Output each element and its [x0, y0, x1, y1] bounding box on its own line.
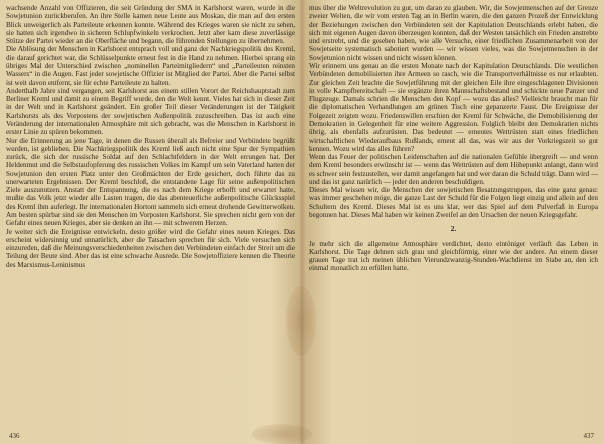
right-page [309, 4, 598, 440]
paragraph: Nur die Erinnerung an jene Tage, in denen die Russen überall als Befreier und Verbündete begrüßt wurden, ist geblieben. Die Nachkriegspolitik des Kreml ließ auch nicht eine Spur der Sympathien zurück, die sich der russische Soldat auf den Schlachtfeldern in der Welt errungen hat. Der Heldenmut und die Selbstaufopferung des russischen Volkes im Kampf um sein Vaterland hatten der Sowjetunion den ersten Platz unter den Großmächten der Erde gesichert, doch führte das zu unerwarteten Ergebnissen. Der Kreml beschloß, die entstandene Lage für seine außenpolitischen Ziele auszunutzen. Anstatt der Entspannung, die es nach dem Kriege erhofft und erwartet hatte, mußte das Volk jetzt wieder alle Lasten tragen, die das abenteuerliche außenpolitische Glücksspiel des Kreml ihm auferlegt. Ihr internationalen Hortont sammeln sich erneut drohende Gewitterwolken. Am besten spürbar sind sie den Menschen im Vorposten Karlshorst. Sie sprechen nicht gern von der Gefahr eines neuen Krieges, aber sie denken an ihn — mit schwerem Herzen. [6, 136, 295, 228]
paragraph: Dieses Mal wissen wir, die Menschen der sowjetischen Besatzungstruppen, das eine ganz genau: was immer geschehen möge, die ganze Last der Schuld für die Folgen liegt einzig und allein auf den Schultern des Kreml. Dieses Mal ist es uns klar, wer das Spiel auf dem Pulverfaß in Europa begonnen hat. Dieses Mal haben wir keinen Zweifel an den Ursachen der neuen Kriegsgefahr. [309, 186, 598, 220]
paragraph: Wir erinnern uns genau an die ersten Monate nach der Kapitulation Deutschlands. Die westlichen Verbündeten demobilisierten ihre Armeen so rasch, wie die Transportverhältnisse es nur erlaubten. Zur gleichen Zeit brachte die Sowjetführung mit der gleichen Eile ihre eingeschlagenen Divisionen in volle Kampfbereitschaft — sie ergänzte ihren Mannschaftsbestand und schickte neue Panzer und Flugzeuge. Damals schrien die Menschen den Kopf — wozu das alles? Vielleicht braucht man für die diplomatischen Verhandlungen am grünen Tisch eine gepanzerte Faust. Die Ereignisse der Folgezeit zeigten wozu. Friedenswillen erschien der Kreml für Schwäche, die Demobilisierung der Demokratien in Gelegenheit für eine weitere Aggression. Folglich bleibt den Demokratien nichts übrig, als ebenfalls aufzurüsten. Das bedeutet — erneutes Wettrüsten statt eines friedlichen wirtschaftlichen Wiederaufbaus Rußlands, erneut all das, was wir aus der Vorkriegszeit so gut kennen. Wozu wird das alles führen? [309, 61, 598, 153]
page-number-left: 436 [9, 432, 20, 440]
paragraph: Je weiter sich die Ereignisse entwickeln, desto größer wird die Gefahr eines neuen Krieges. Das erscheint widersinnig und unnatürlich, aber die Tatsachen sprechen für sich. Viele versuchen sich einzureden, daß die Meinungsverschiedenheiten zwischen den Verbündeten einfach der Streit um die Teilung der Beute sind. Aber das ist eine schwache Ausrede. Die Sowjetoffiziere kennen die Theorie des Marxismus-Leninismus [6, 227, 295, 269]
paragraph: Wenn das Feuer der politischen Leidenschaften auf die nationalen Gefühle übergreift — und wenn dem Kreml besonders erwünscht ist — wenn das Wettrüsten auf dem Höhepunkt anlangt, dann wird es schwer sein festzustellen, wer damit angefangen hat und wer daran die Schuld trägt. Dann wird — und das ist ganz natürlich — jeder den anderen beschuldigen. [309, 153, 598, 186]
paragraph: Je mehr sich die allgemeine Atmosphäre verdichtet, desto eintöniger verläuft das Leben in Karlshorst. Die Tage dehnen sich grau und gleichförmig, einer wie der andere. An einem dieser grauen Tage trat ich meinen üblichen Vierundzwanzig-Stunden-Wachdienst im Stabe an, den ich einmal monatlich zu erfüllen hatte. [309, 239, 598, 273]
paragraph: mus über die Weltrevolution zu gut, um daran zu glauben. Wir, die Sowjetmenschen auf der Grenze zweier Welten, die wir vom ersten Tag an in Berlin waren, die den ganzen Prozeß der Entwicklung der Beziehungen zwischen den Verbündeten seit der Kapitulation Deutschlands erlebt haben, die sich mit eigenen Augen davon überzeugen konnten, daß der Westen tatsächlich ein Frieden anstrebte und erstrebt, und die gesehen haben, wie alle Versuche, einer friedlichen Zusammenarbeit von der Sowjetseite systematisch sabotiert wurden — wir wissen vieles, was die Sowjetmenschen in der Sowjetunion nicht wissen und nicht wissen können. [309, 4, 598, 62]
paragraph: Anderthalb Jahre sind vergangen, seit Karlshorst aus einem stillen Vorort der Reichshauptstadt zum Berliner Kreml und damit zu einem Begriff wurde, den die Welt kennt. Vieles hat sich in dieser Zeit in der Welt und in Karlshorst geändert. Ein großer Teil dieser Veränderungen ist der Tätigkeit Karlshorsts als des Vorpostens der sowjetischen Außenpolitik zuzuschreiben. Das ist auch eine Veränderung der internationalen Atmosphäre mit sich gebracht, was die Menschen in Karlshorst in erster Linie zu spüren bekommen. [6, 86, 295, 137]
left-page [6, 4, 295, 440]
paragraph: wachsende Anzahl von Offizieren, die seit Gründung der SMA in Karlshorst waren, wurde in die Sowjetunion zurückberufen. An ihre Stelle kamen neue Leute aus Moskau, die man auf den ersten Blick unweigerlich als Parteileute erkennen konnte. Während des Krieges waren sie nicht zu sehen, sie hatten sich irgendwo in sicheren Schlupfwinkeln verkrochen. Jetzt aber kam diese zuverlässige Stütze der Partei wieder an die Oberfläche und begann, die führenden Stellungen zu übernehmen. [6, 4, 295, 46]
page-number-right: 437 [583, 432, 594, 440]
section-number: 2. [450, 224, 457, 234]
paragraph: Die Ablösung der Menschen in Karlshorst entsprach voll und ganz der Nachkriegspolitik des Kreml, die darauf gerichtet war, die Schlüsselpunkte erneut fest in die Hand zu nehmen. Hierbei sprang ein übriges Mal der Unterschied zwischen „nominellen Parteimitgliedern“ und „Parteileuten reinsten Wassers“ in die Augen. Fast jeder sowjetische Offizier ist Mitglied der Partei. Aber die Partei selbst ist weit davon entfernt, sie für echte Parteileute zu halten. [6, 45, 295, 87]
